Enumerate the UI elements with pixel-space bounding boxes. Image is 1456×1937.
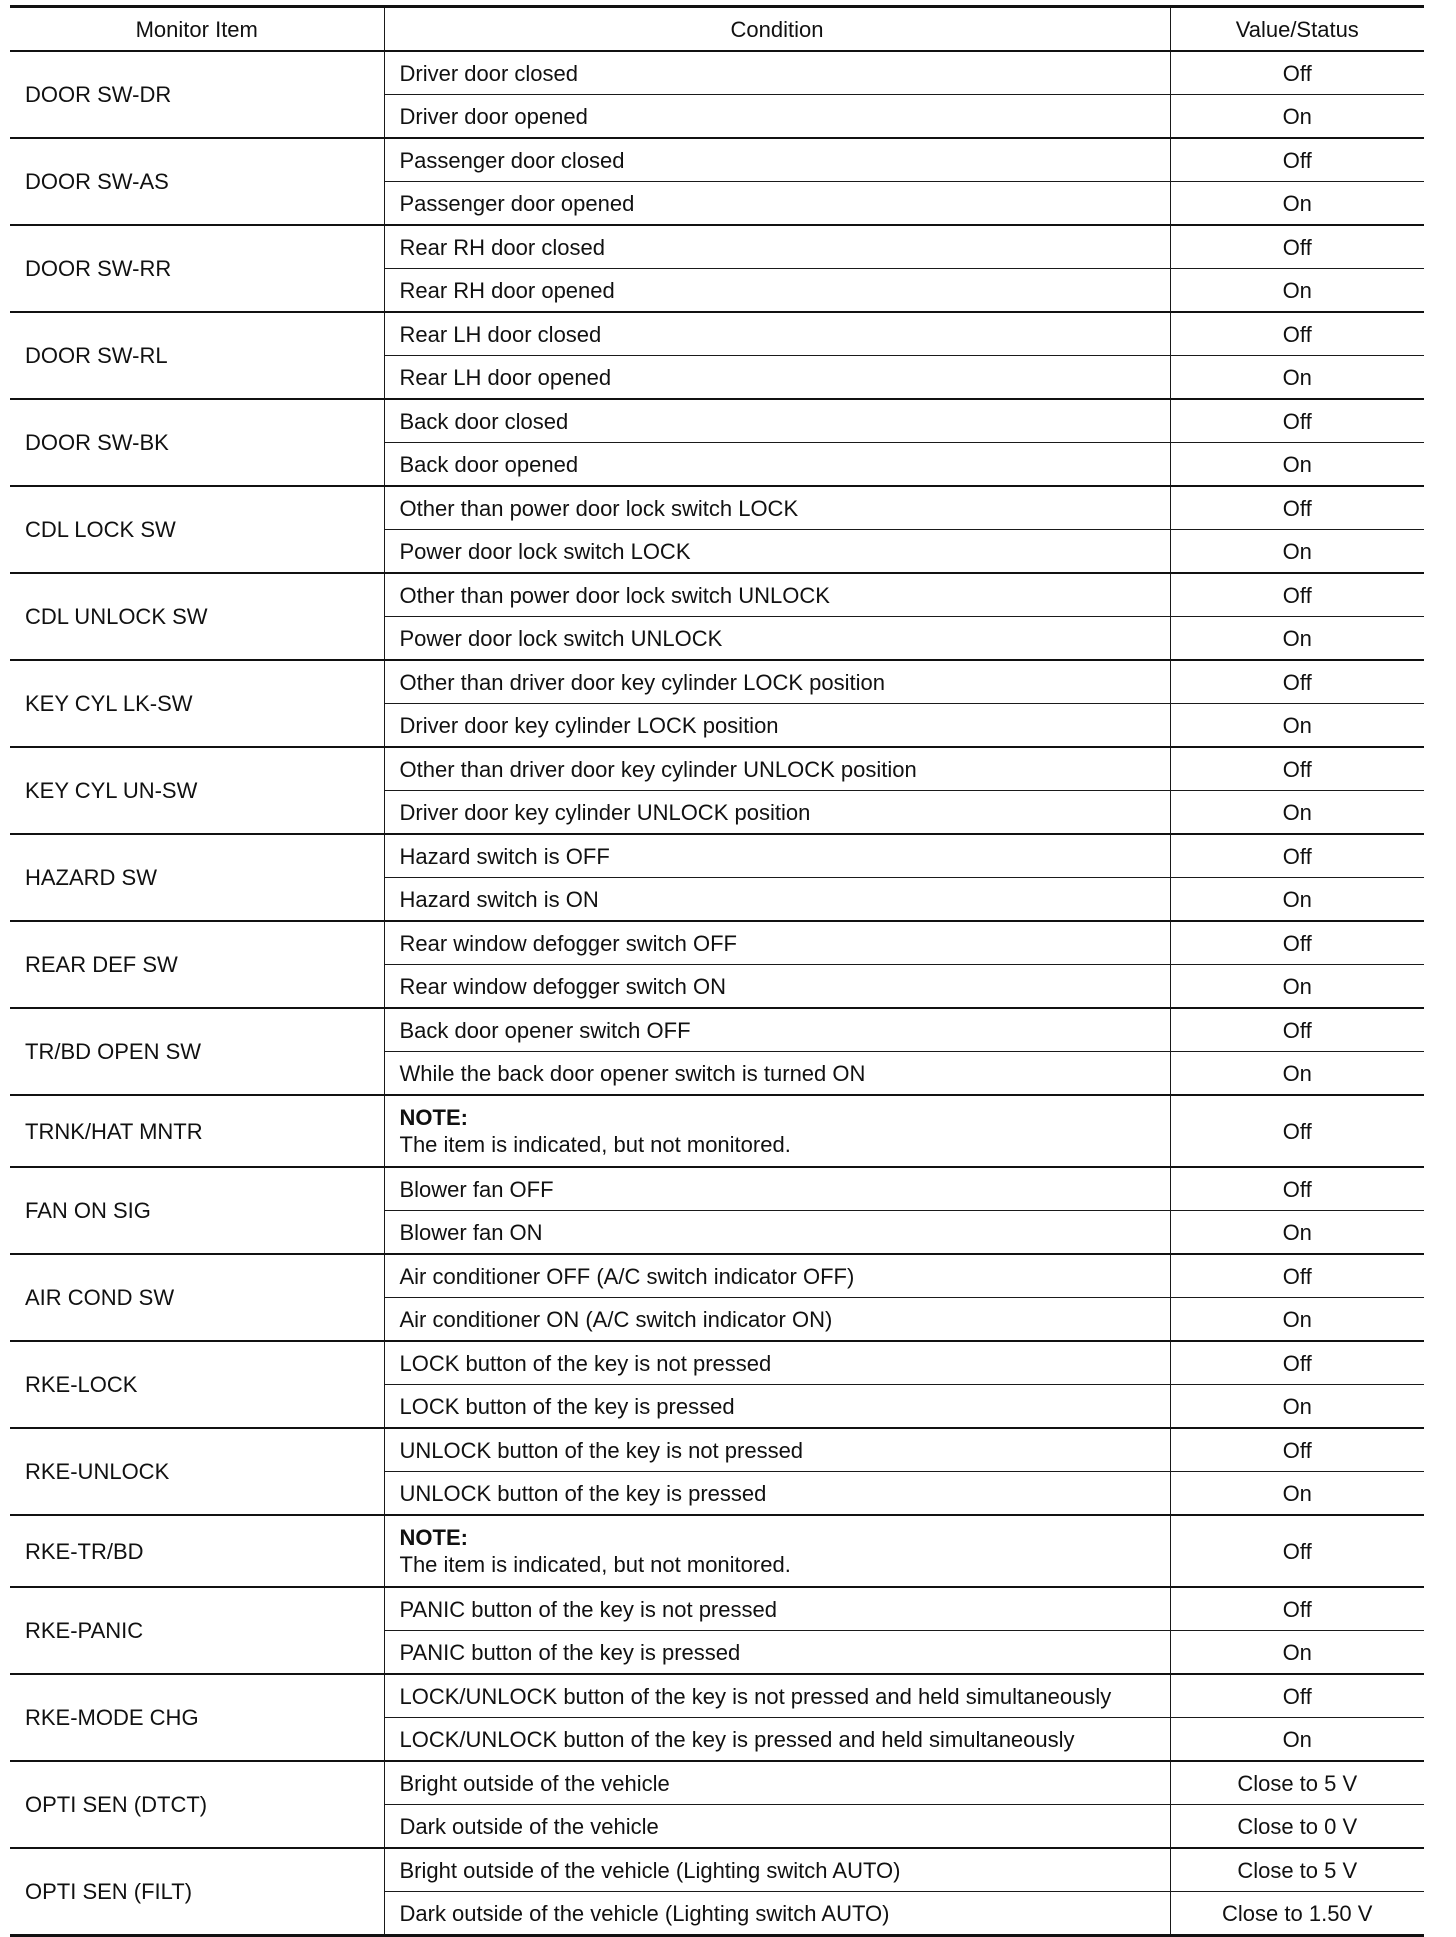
condition-cell: Driver door key cylinder UNLOCK position bbox=[384, 791, 1170, 835]
value-status-cell: Off bbox=[1170, 573, 1424, 617]
condition-cell: Rear LH door closed bbox=[384, 312, 1170, 356]
condition-cell: Blower fan OFF bbox=[384, 1167, 1170, 1211]
monitor-item-cell: DOOR SW-RR bbox=[10, 225, 384, 312]
value-status-cell: Off bbox=[1170, 747, 1424, 791]
condition-cell: Bright outside of the vehicle (Lighting switch AUTO) bbox=[384, 1848, 1170, 1892]
monitor-item-cell: RKE-LOCK bbox=[10, 1341, 384, 1428]
condition-cell: Driver door closed bbox=[384, 51, 1170, 95]
monitor-item-cell: CDL LOCK SW bbox=[10, 486, 384, 573]
condition-cell: Driver door key cylinder LOCK position bbox=[384, 704, 1170, 748]
value-status-cell: On bbox=[1170, 182, 1424, 226]
table-row bbox=[10, 1515, 1424, 1587]
value-status-cell: Off bbox=[1170, 1674, 1424, 1718]
condition-cell: Back door closed bbox=[384, 399, 1170, 443]
value-status-cell: On bbox=[1170, 1052, 1424, 1096]
value-status-cell: Off bbox=[1170, 1428, 1424, 1472]
condition-cell: Hazard switch is OFF bbox=[384, 834, 1170, 878]
table-row bbox=[10, 834, 1424, 878]
value-status-cell: Off bbox=[1170, 1515, 1424, 1587]
monitor-item-cell: RKE-TR/BD bbox=[10, 1515, 384, 1587]
monitor-item-cell: DOOR SW-RL bbox=[10, 312, 384, 399]
monitor-item-cell: OPTI SEN (DTCT) bbox=[10, 1761, 384, 1848]
condition-cell: Hazard switch is ON bbox=[384, 878, 1170, 922]
monitor-item-cell: RKE-MODE CHG bbox=[10, 1674, 384, 1761]
table-row bbox=[10, 1095, 1424, 1167]
condition-cell bbox=[384, 1515, 1170, 1587]
value-status-cell: Off bbox=[1170, 225, 1424, 269]
condition-cell: Passenger door opened bbox=[384, 182, 1170, 226]
monitor-item-cell: HAZARD SW bbox=[10, 834, 384, 921]
table-row bbox=[10, 747, 1424, 791]
condition-cell: LOCK/UNLOCK button of the key is pressed and held simultaneously bbox=[384, 1718, 1170, 1762]
table-row bbox=[10, 1587, 1424, 1631]
monitor-item-cell: RKE-UNLOCK bbox=[10, 1428, 384, 1515]
condition-cell: Back door opened bbox=[384, 443, 1170, 487]
value-status-cell: Off bbox=[1170, 486, 1424, 530]
monitor-item-table bbox=[10, 5, 1424, 1937]
condition-cell: Bright outside of the vehicle bbox=[384, 1761, 1170, 1805]
note-text: The item is indicated, but not monitored. bbox=[399, 1552, 791, 1577]
value-status-cell: On bbox=[1170, 1718, 1424, 1762]
value-status-cell: Off bbox=[1170, 399, 1424, 443]
condition-cell: Other than driver door key cylinder UNLOCK position bbox=[384, 747, 1170, 791]
value-status-cell: Close to 0 V bbox=[1170, 1805, 1424, 1849]
condition-cell: Other than driver door key cylinder LOCK position bbox=[384, 660, 1170, 704]
table-row bbox=[10, 138, 1424, 182]
condition-cell: LOCK button of the key is pressed bbox=[384, 1385, 1170, 1429]
condition-cell bbox=[384, 1095, 1170, 1167]
monitor-item-cell: CDL UNLOCK SW bbox=[10, 573, 384, 660]
value-status-cell: Off bbox=[1170, 1254, 1424, 1298]
condition-cell: Passenger door closed bbox=[384, 138, 1170, 182]
value-status-cell: On bbox=[1170, 95, 1424, 139]
condition-cell: LOCK/UNLOCK button of the key is not pressed and held simultaneously bbox=[384, 1674, 1170, 1718]
value-status-cell: On bbox=[1170, 269, 1424, 313]
condition-cell: PANIC button of the key is not pressed bbox=[384, 1587, 1170, 1631]
condition-cell: Rear RH door opened bbox=[384, 269, 1170, 313]
value-status-cell: On bbox=[1170, 1631, 1424, 1675]
condition-cell: Rear LH door opened bbox=[384, 356, 1170, 400]
value-status-cell: On bbox=[1170, 878, 1424, 922]
monitor-item-cell: AIR COND SW bbox=[10, 1254, 384, 1341]
value-status-cell: Off bbox=[1170, 1167, 1424, 1211]
value-status-cell: Off bbox=[1170, 660, 1424, 704]
value-status-cell: Close to 5 V bbox=[1170, 1761, 1424, 1805]
table-row bbox=[10, 1254, 1424, 1298]
condition-cell: UNLOCK button of the key is not pressed bbox=[384, 1428, 1170, 1472]
value-status-cell: On bbox=[1170, 530, 1424, 574]
table-row bbox=[10, 921, 1424, 965]
table-header-row bbox=[10, 7, 1424, 52]
table-row bbox=[10, 51, 1424, 95]
note-label: NOTE: bbox=[399, 1105, 468, 1130]
condition-cell: PANIC button of the key is pressed bbox=[384, 1631, 1170, 1675]
table-row bbox=[10, 1428, 1424, 1472]
condition-cell: While the back door opener switch is turned ON bbox=[384, 1052, 1170, 1096]
monitor-item-cell: FAN ON SIG bbox=[10, 1167, 384, 1254]
value-status-cell: Off bbox=[1170, 312, 1424, 356]
condition-cell: Rear window defogger switch OFF bbox=[384, 921, 1170, 965]
value-status-cell: Off bbox=[1170, 1587, 1424, 1631]
table-row bbox=[10, 486, 1424, 530]
condition-cell: Dark outside of the vehicle (Lighting switch AUTO) bbox=[384, 1892, 1170, 1936]
value-status-cell: On bbox=[1170, 1211, 1424, 1255]
table-body bbox=[10, 51, 1424, 1936]
condition-cell: LOCK button of the key is not pressed bbox=[384, 1341, 1170, 1385]
monitor-item-cell: TR/BD OPEN SW bbox=[10, 1008, 384, 1095]
value-status-cell: On bbox=[1170, 617, 1424, 661]
value-status-cell: Off bbox=[1170, 921, 1424, 965]
table-row bbox=[10, 573, 1424, 617]
condition-cell: UNLOCK button of the key is pressed bbox=[384, 1472, 1170, 1516]
value-status-cell: Off bbox=[1170, 1095, 1424, 1167]
value-status-cell: Close to 1.50 V bbox=[1170, 1892, 1424, 1936]
monitor-item-cell: OPTI SEN (FILT) bbox=[10, 1848, 384, 1936]
value-status-cell: On bbox=[1170, 443, 1424, 487]
monitor-item-cell: REAR DEF SW bbox=[10, 921, 384, 1008]
condition-cell: Blower fan ON bbox=[384, 1211, 1170, 1255]
value-status-cell: On bbox=[1170, 1385, 1424, 1429]
value-status-cell: On bbox=[1170, 791, 1424, 835]
value-status-cell: Close to 5 V bbox=[1170, 1848, 1424, 1892]
monitor-item-cell: DOOR SW-BK bbox=[10, 399, 384, 486]
monitor-item-cell: KEY CYL LK-SW bbox=[10, 660, 384, 747]
table-row bbox=[10, 1167, 1424, 1211]
table-row bbox=[10, 399, 1424, 443]
condition-cell: Rear RH door closed bbox=[384, 225, 1170, 269]
header-condition: Condition bbox=[384, 7, 1170, 52]
table-row bbox=[10, 1761, 1424, 1805]
value-status-cell: On bbox=[1170, 704, 1424, 748]
condition-cell: Power door lock switch UNLOCK bbox=[384, 617, 1170, 661]
condition-cell: Rear window defogger switch ON bbox=[384, 965, 1170, 1009]
value-status-cell: Off bbox=[1170, 51, 1424, 95]
value-status-cell: Off bbox=[1170, 834, 1424, 878]
value-status-cell: On bbox=[1170, 965, 1424, 1009]
table-row bbox=[10, 1008, 1424, 1052]
table-row bbox=[10, 225, 1424, 269]
value-status-cell: Off bbox=[1170, 1008, 1424, 1052]
condition-cell: Driver door opened bbox=[384, 95, 1170, 139]
value-status-cell: On bbox=[1170, 1298, 1424, 1342]
header-value-status: Value/Status bbox=[1170, 7, 1424, 52]
value-status-cell: On bbox=[1170, 356, 1424, 400]
table-row bbox=[10, 660, 1424, 704]
condition-cell: Power door lock switch LOCK bbox=[384, 530, 1170, 574]
table-row bbox=[10, 1848, 1424, 1892]
condition-cell: Back door opener switch OFF bbox=[384, 1008, 1170, 1052]
value-status-cell: Off bbox=[1170, 138, 1424, 182]
monitor-item-cell: TRNK/HAT MNTR bbox=[10, 1095, 384, 1167]
condition-cell: Air conditioner ON (A/C switch indicator ON) bbox=[384, 1298, 1170, 1342]
note-label: NOTE: bbox=[399, 1525, 468, 1550]
value-status-cell: Off bbox=[1170, 1341, 1424, 1385]
monitor-item-cell: DOOR SW-AS bbox=[10, 138, 384, 225]
monitor-item-cell: DOOR SW-DR bbox=[10, 51, 384, 138]
condition-cell: Dark outside of the vehicle bbox=[384, 1805, 1170, 1849]
monitor-item-cell: RKE-PANIC bbox=[10, 1587, 384, 1674]
condition-cell: Air conditioner OFF (A/C switch indicator OFF) bbox=[384, 1254, 1170, 1298]
condition-cell: Other than power door lock switch LOCK bbox=[384, 486, 1170, 530]
table-row bbox=[10, 312, 1424, 356]
header-monitor-item: Monitor Item bbox=[10, 7, 384, 52]
table-row bbox=[10, 1341, 1424, 1385]
note-text: The item is indicated, but not monitored. bbox=[399, 1132, 791, 1157]
condition-cell: Other than power door lock switch UNLOCK bbox=[384, 573, 1170, 617]
value-status-cell: On bbox=[1170, 1472, 1424, 1516]
table-row bbox=[10, 1674, 1424, 1718]
monitor-item-cell: KEY CYL UN-SW bbox=[10, 747, 384, 834]
